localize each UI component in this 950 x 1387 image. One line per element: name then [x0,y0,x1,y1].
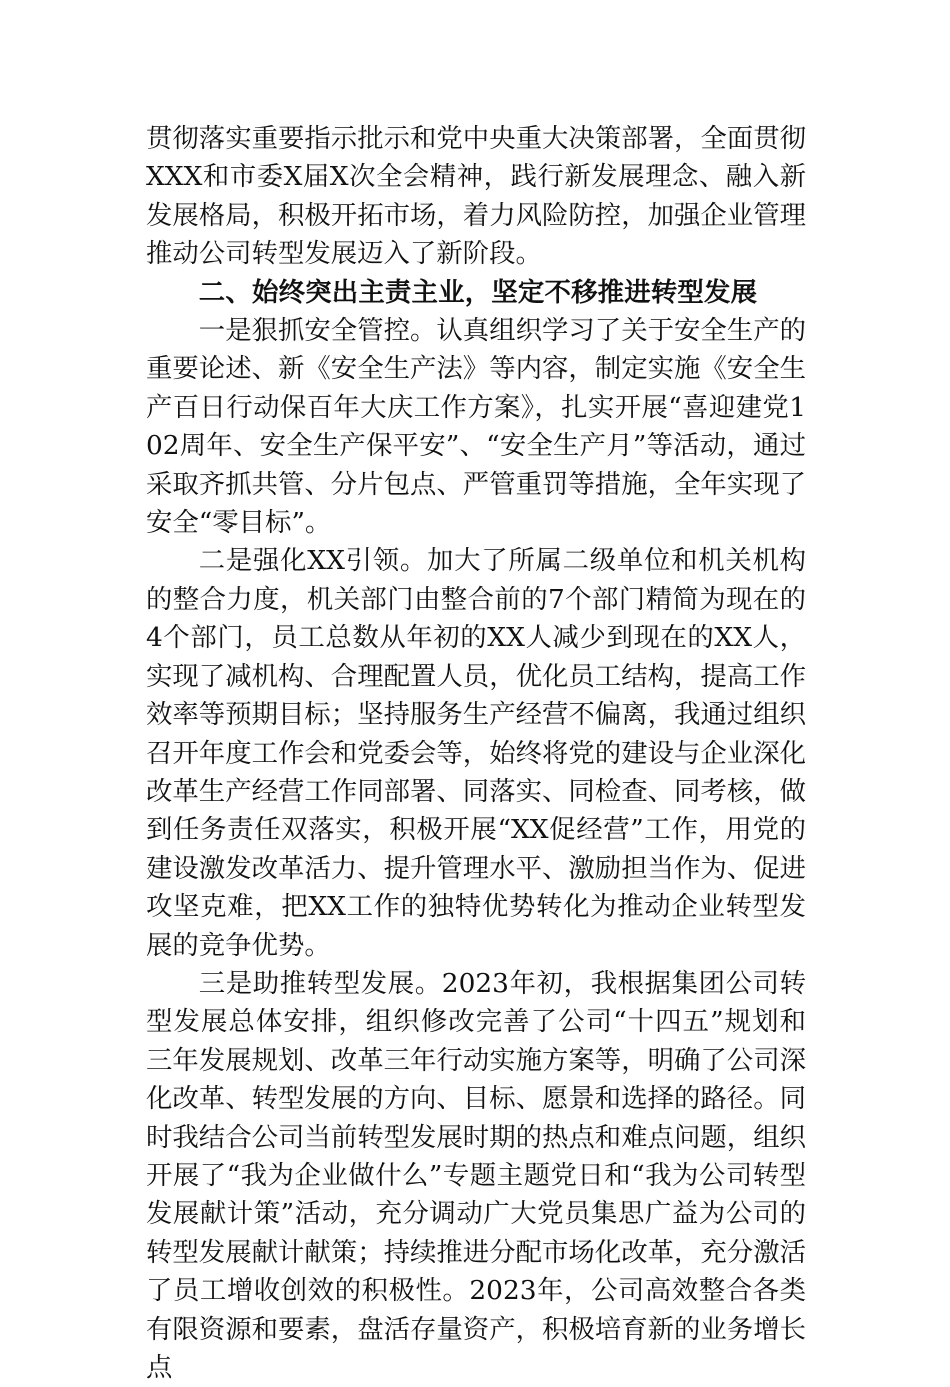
paragraph-leadership: 二是强化XX引领。加大了所属二级单位和机关机构的整合力度，机关部门由整合前的7个部门精简为现在的4个部门，员工总数从年初的XX人减少到现在的XX人，实现了减机构、合理配置人员，优化员工结构，提高工作效率等预期目标；坚持服务生产经营不偏离，我通过组织召开年度工作会和党委会等，始终将党的建设与企业深化改革生产经营工作同部署、同落实、同检查、同考核，做到任务责任双落实，积极开展“XX促经营”工作，用党的建设激发改革活力、提升管理水平、激励担当作为、促进攻坚克难，把XX工作的独特优势转化为推动企业转型发展的竞争优势。 [146,545,806,961]
section-heading: 二、始终突出主责主业，坚定不移推进转型发展 [198,276,758,308]
document-page [146,120,806,1387]
paragraph-continuation: 贯彻落实重要指示批示和党中央重大决策部署，全面贯彻XXX和市委X届X次全会精神，践行新发展理念、融入新发展格局，积极开拓市场，着力风险防控，加强企业管理推动公司转型发展迈入了新阶段。 [146,123,806,270]
paragraph-transformation: 三是助推转型发展。2023年初，我根据集团公司转型发展总体安排，组织修改完善了公司“十四五”规划和三年发展规划、改革三年行动实施方案等，明确了公司深化改革、转型发展的方向、目标、愿景和选择的路径。同时我结合公司当前转型发展时期的热点和难点问题，组织开展了“我为企业做什么”专题主题党日和“我为公司转型发展献计策”活动，充分调动广大党员集思广益为公司的转型发展献计献策；持续推进分配市场化改革，充分激活了员工增收创效的积极性。2023年，公司高效整合各类有限资源和要素，盘活存量资产，积极培育新的业务增长点 [146,967,806,1383]
paragraph-safety: 一是狠抓安全管控。认真组织学习了关于安全生产的重要论述、新《安全生产法》等内容，制定实施《安全生产百日行动保百年大庆工作方案》，扎实开展“喜迎建党102周年、安全生产保平安”、“安全生产月”等活动，通过采取齐抓共管、分片包点、严管重罚等措施，全年实现了安全“零目标”。 [146,315,806,539]
